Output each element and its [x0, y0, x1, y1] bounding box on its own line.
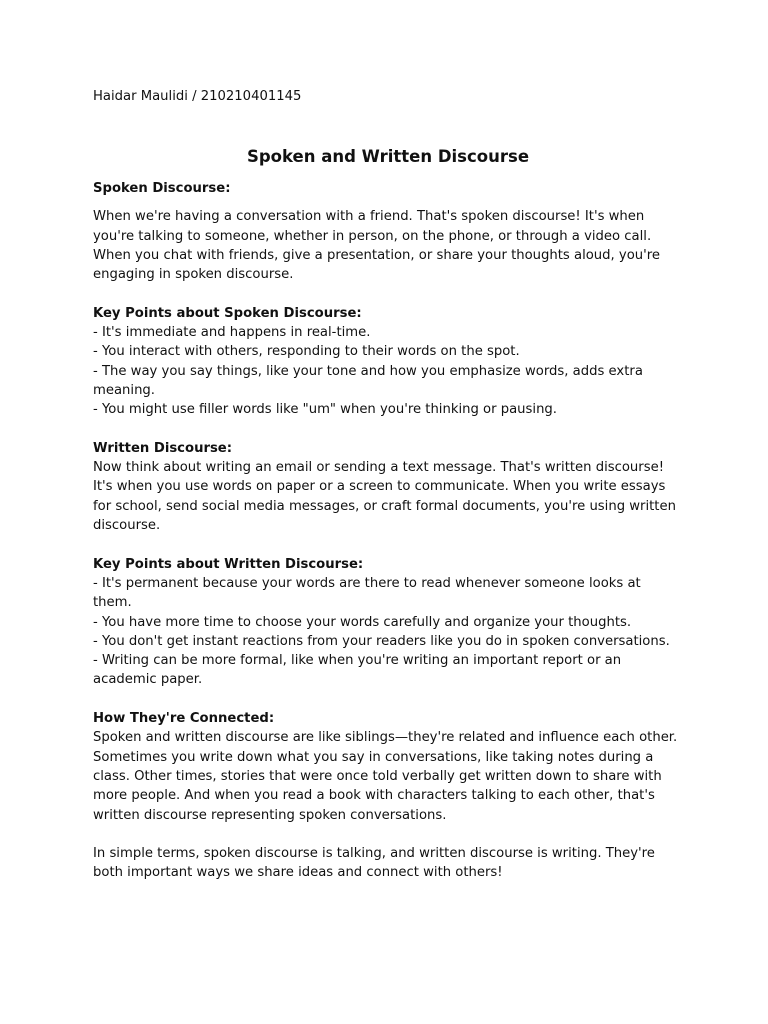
spoken-key-points-list — [93, 323, 683, 419]
paragraph-gap — [93, 284, 683, 303]
list-item: - You interact with others, responding to their words on the spot. — [93, 344, 520, 360]
written-section — [93, 439, 683, 690]
spoken-heading: Spoken Discourse: — [93, 181, 231, 196]
spoken-key-points-heading: Key Points about Spoken Discourse: — [93, 305, 362, 321]
list-item: - It's immediate and happens in real-time. — [93, 325, 371, 341]
list-item: - You have more time to choose your words carefully and organize your thoughts. — [93, 614, 632, 630]
written-paragraph: Now think about writing an email or sending a text message. That's written discourse! It's when you use words on paper or a screen to communicate. When you write essays for school, send social media messages, or craft formal documents, you're using written discourse. — [93, 460, 676, 534]
written-key-points-list — [93, 574, 683, 690]
connected-section — [93, 709, 683, 825]
written-heading: Written Discourse: — [93, 440, 233, 456]
document-page — [93, 87, 683, 883]
list-item: - Writing can be more formal, like when you're writing an important report or an academic paper. — [93, 653, 622, 688]
paragraph-gap — [93, 690, 683, 709]
list-item: - You don't get instant reactions from your readers like you do in spoken conversations. — [93, 633, 670, 649]
document-title: Spoken and Written Discourse — [246, 147, 530, 166]
paragraph-gap — [93, 535, 683, 554]
list-item: - It's permanent because your words are there to read whenever someone looks at them. — [93, 575, 641, 611]
spoken-section — [93, 179, 683, 420]
paragraph-gap — [93, 420, 683, 439]
written-key-points-heading: Key Points about Written Discourse: — [93, 556, 364, 572]
connected-paragraph: Spoken and written discourse are like siblings—they're related and influence each other. Sometimes you write down what you say in conversations, like taking notes during a class. Other times, stories that were once told verbally get written down to share with more people. And when you read a book with characters talking to each other, that's written discourse representing spoken conversations. — [93, 730, 678, 823]
spoken-paragraph: When we're having a conversation with a friend. That's spoken discourse! It's when you're talking to someone, whether in person, on the phone, or through a video call. When you chat with friends, give a presentation, or share your thoughts aloud, you're engaging in spoken discourse. — [93, 209, 661, 283]
list-item: - The way you say things, like your tone and how you emphasize words, adds extra meaning. — [93, 363, 643, 398]
paragraph-gap — [93, 825, 683, 844]
connected-heading: How They're Connected: — [93, 711, 275, 727]
author-line: Haidar Maulidi / 210210401145 — [93, 89, 302, 104]
conclusion-paragraph: In simple terms, spoken discourse is talking, and written discourse is writing. They're both important ways we share ideas and connect with others! — [93, 846, 655, 881]
list-item: - You might use filler words like "um" when you're thinking or pausing. — [93, 402, 557, 418]
